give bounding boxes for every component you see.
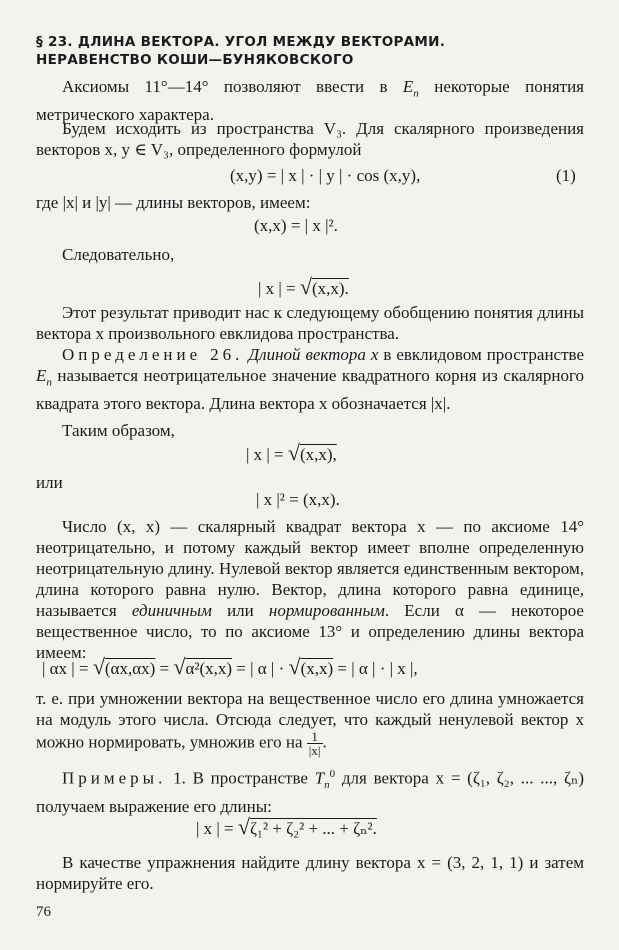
equation-1: (x,y) = | x | · | y | · cos (x,y), (230, 166, 421, 185)
equation-7: | x | = √ζ₁² + ζ₂² + ... + ζₙ². (196, 814, 377, 839)
paragraph-lengths: где |x| и |y| — длины векторов, имеем: (36, 193, 311, 212)
section-heading-line1: § 23. ДЛИНА ВЕКТОРА. УГОЛ МЕЖДУ ВЕКТОРАМИ. (36, 34, 446, 50)
equation-6: | αx | = √(αx,αx) = √α²(x,x) = | α | · √(x,x) = | α | · | x |, (42, 654, 418, 679)
definition-26: Определение 26. Длиной вектора x в евклидовом пространстве $E_n$ называется неотрицательное значение квадратного корня из скалярного квадрата этого вектора. Длина вектора x обозначается |x|. (36, 345, 585, 414)
equation-3: | x | = √(x,x). (258, 274, 349, 299)
paragraph-examples: Примеры. 1. В пространстве $T_n^0$ для вектора x = (ζ₁, ζ₂, ... ..., ζₙ) получаем выражение его длины: (36, 768, 584, 817)
paragraph-or: или (36, 473, 63, 492)
equation-4: | x | = √(x,x), (246, 440, 337, 465)
paragraph-scalar-square: Число (x, x) — скалярный квадрат вектора x — по аксиоме 14° неотрицательно, и потому каждый вектор имеет вполне определенную неотрицательную длину. Нулевой вектор является единственным вектором, длина которого равна нулю. Вектор, длина которого равна единице, называется единичным или нормированным. Если α — некоторое вещественное число, то по аксиоме 13° и определению длины вектора имеем: (36, 517, 584, 662)
examples-label: Примеры. (62, 768, 167, 788)
fraction-one-over-norm: $\frac{1}{|x|}$ (308, 729, 321, 758)
paragraph-consequently: Следовательно, (62, 245, 175, 264)
definition-label: Определение 26. (62, 345, 244, 364)
equation-5: | x |² = (x,x). (256, 490, 340, 509)
paragraph-v3: Будем исходить из пространства V₃. Для скалярного произведения векторов x, y ∈ V₃, определенного формулой (36, 119, 584, 159)
paragraph-normalize: т. е. при умножении вектора на вещественное число его длина умножается на модуль этого числа. Отсюда следует, что каждый ненулевой вектор x можно нормировать, умножив его на $\frac{1}{|x|}$ . (36, 689, 584, 758)
definition-term: Длиной вектора x (248, 345, 379, 364)
paragraph-exercise: В качестве упражнения найдите длину вектора x = (3, 2, 1, 1) и затем нормируйте его. (36, 853, 584, 893)
equation-2: (x,x) = | x |². (254, 216, 338, 235)
equation-1-number: (1) (556, 166, 576, 185)
paragraph-thus: Таким образом, (62, 421, 175, 440)
section-heading-line2: НЕРАВЕНСТВО КОШИ—БУНЯКОВСКОГО (36, 52, 354, 68)
page-number: 76 (36, 904, 51, 920)
paragraph-axioms: Аксиомы 11°—14° позволяют ввести в $E_n$ некоторые понятия метрического характера. (36, 77, 584, 125)
paragraph-generalization: Этот результат приводит нас к следующему обобщению понятия длины вектора x произвольного евклидова пространства. (36, 303, 584, 343)
